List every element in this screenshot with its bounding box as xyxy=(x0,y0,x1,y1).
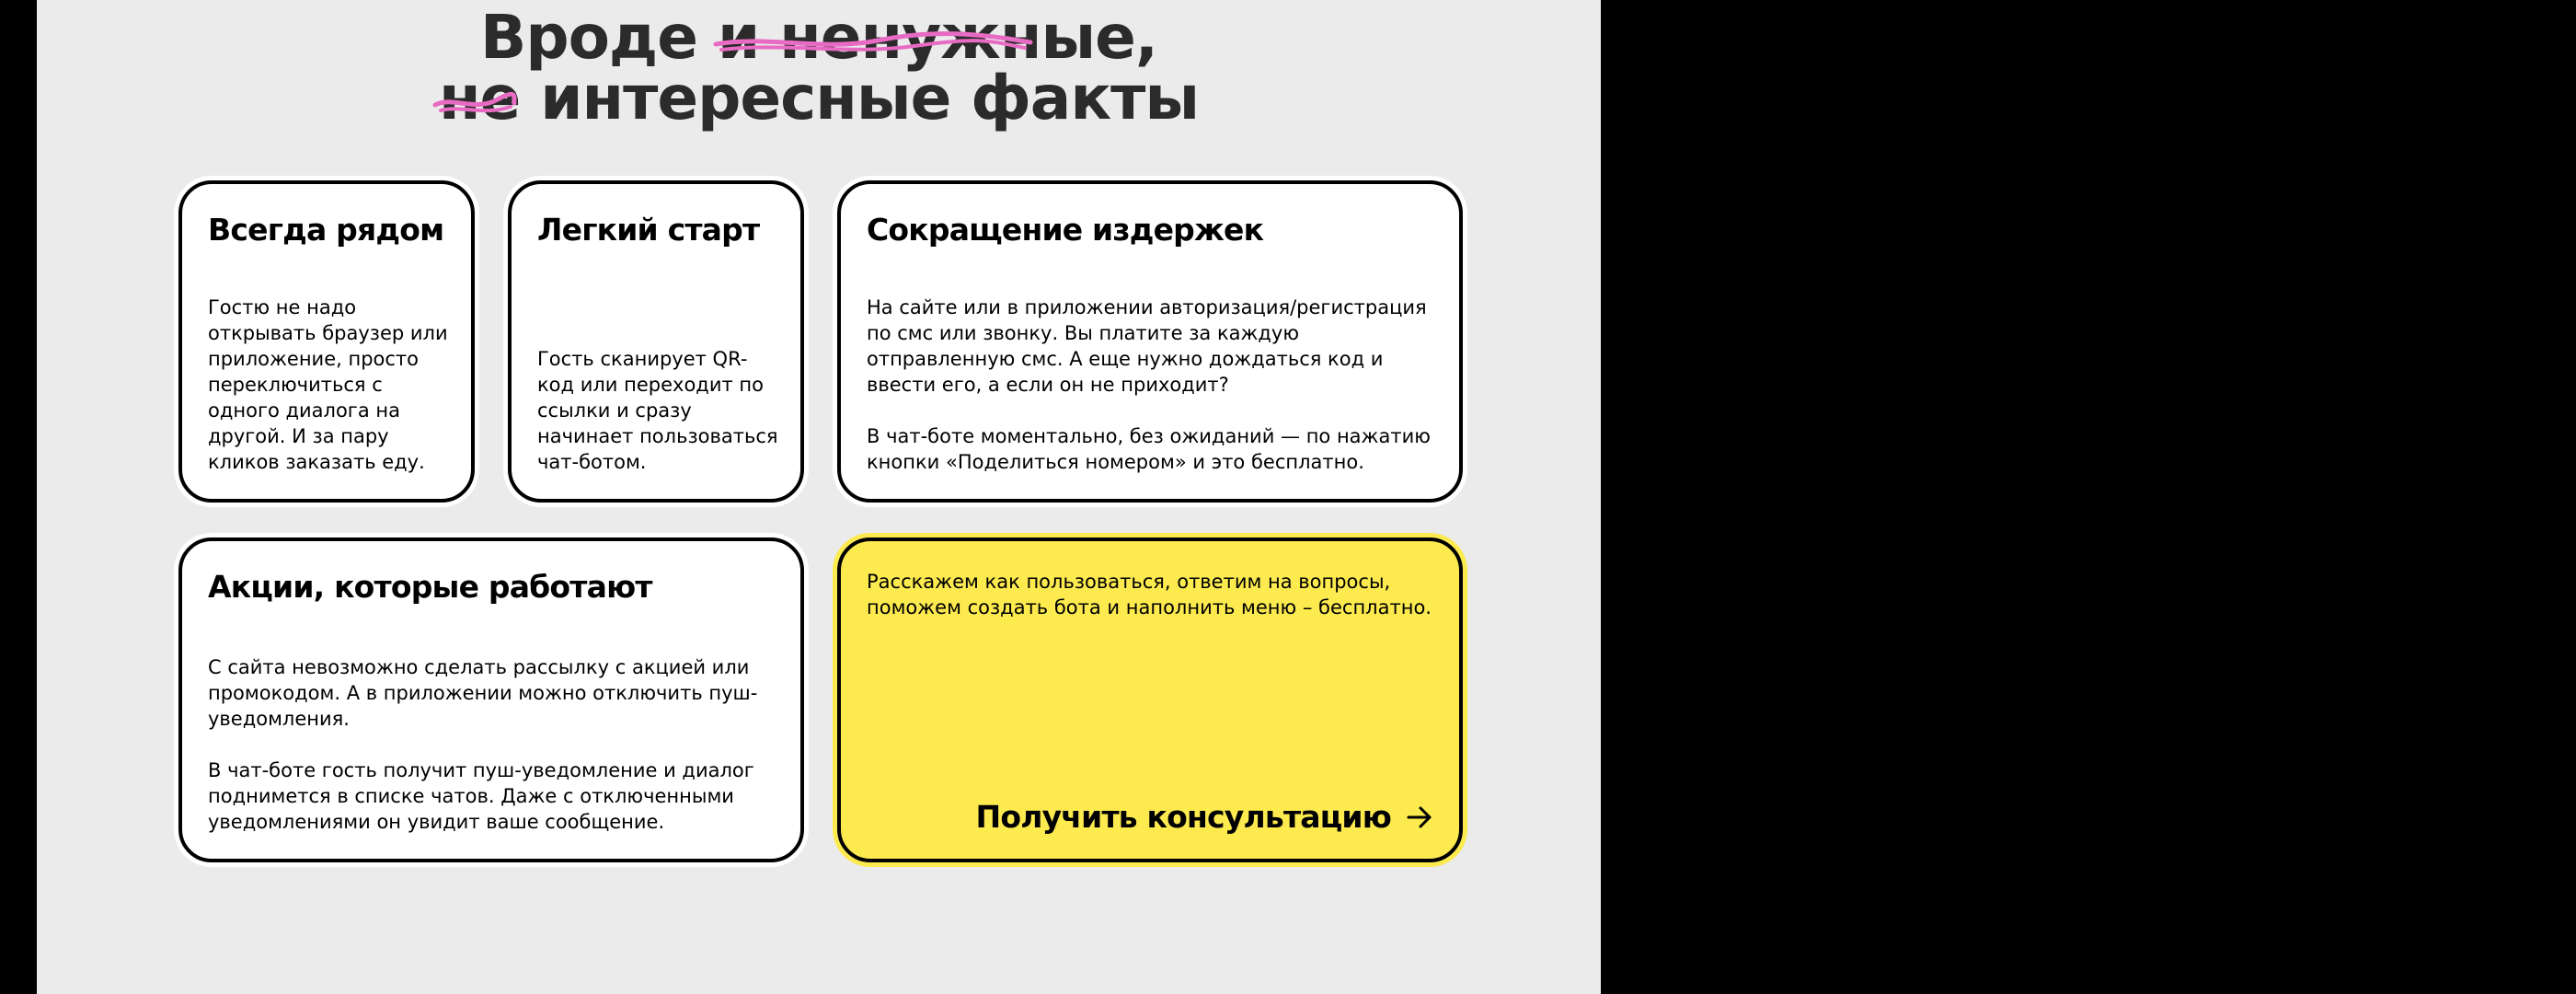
card-cost-reduction xyxy=(837,180,1463,503)
strike-scribble-icon xyxy=(712,28,1034,55)
card-body: С сайта невозможно сделать рассылку с акцией или промокодом. А в приложении можно отключить пуш-уведомления. В чат-боте гость получит пуш-уведомление и диалог поднимется в списке чатов. Даже с отключенными уведомлениями он увидит ваше сообщение. xyxy=(208,656,758,833)
struck-word-unneeded: и ненужные xyxy=(718,7,1135,68)
card-title: Легкий старт xyxy=(537,212,760,248)
card-always-near xyxy=(178,180,475,503)
card-title: Акции, которые работают xyxy=(208,569,652,605)
strike-scribble-icon xyxy=(433,88,516,116)
struck-word-not: не xyxy=(439,68,520,129)
get-consultation-button[interactable] xyxy=(976,799,1433,835)
title-line-2: не интересные факты xyxy=(37,68,1601,129)
page-title xyxy=(37,0,1601,133)
content-panel xyxy=(37,0,1601,994)
card-body: Гостю не надо открывать браузер или приложение, просто переключиться с одного диалога на другой. И за пару кликов заказать еду. xyxy=(208,296,448,473)
card-title: Всегда рядом xyxy=(208,212,444,248)
arrow-right-icon xyxy=(1406,803,1433,831)
card-body: Гость сканирует QR-код или переходит по ссылки и сразу начинает пользоваться чат-ботом. xyxy=(537,348,778,473)
consultation-card[interactable] xyxy=(837,537,1463,862)
card-easy-start xyxy=(508,180,804,503)
card-working-promos xyxy=(178,537,804,862)
card-title: Сокращение издержек xyxy=(867,212,1264,248)
consultation-lead: Расскажем как пользоваться, ответим на вопросы, поможем создать бота и наполнить меню – бесплатно. xyxy=(867,571,1432,618)
get-consultation-label: Получить консультацию xyxy=(975,799,1391,835)
card-body: На сайте или в приложении авторизация/регистрация по смс или звонку. Вы платите за каждую отправленную смс. А еще нужно дождаться код и ввести его, а если он не приходит? В чат-боте моментально, без ожиданий — по нажатию кнопки «Поделиться номером» и это бесплатно. xyxy=(867,296,1431,473)
title-line-1: Вроде и ненужные , xyxy=(480,2,1157,73)
